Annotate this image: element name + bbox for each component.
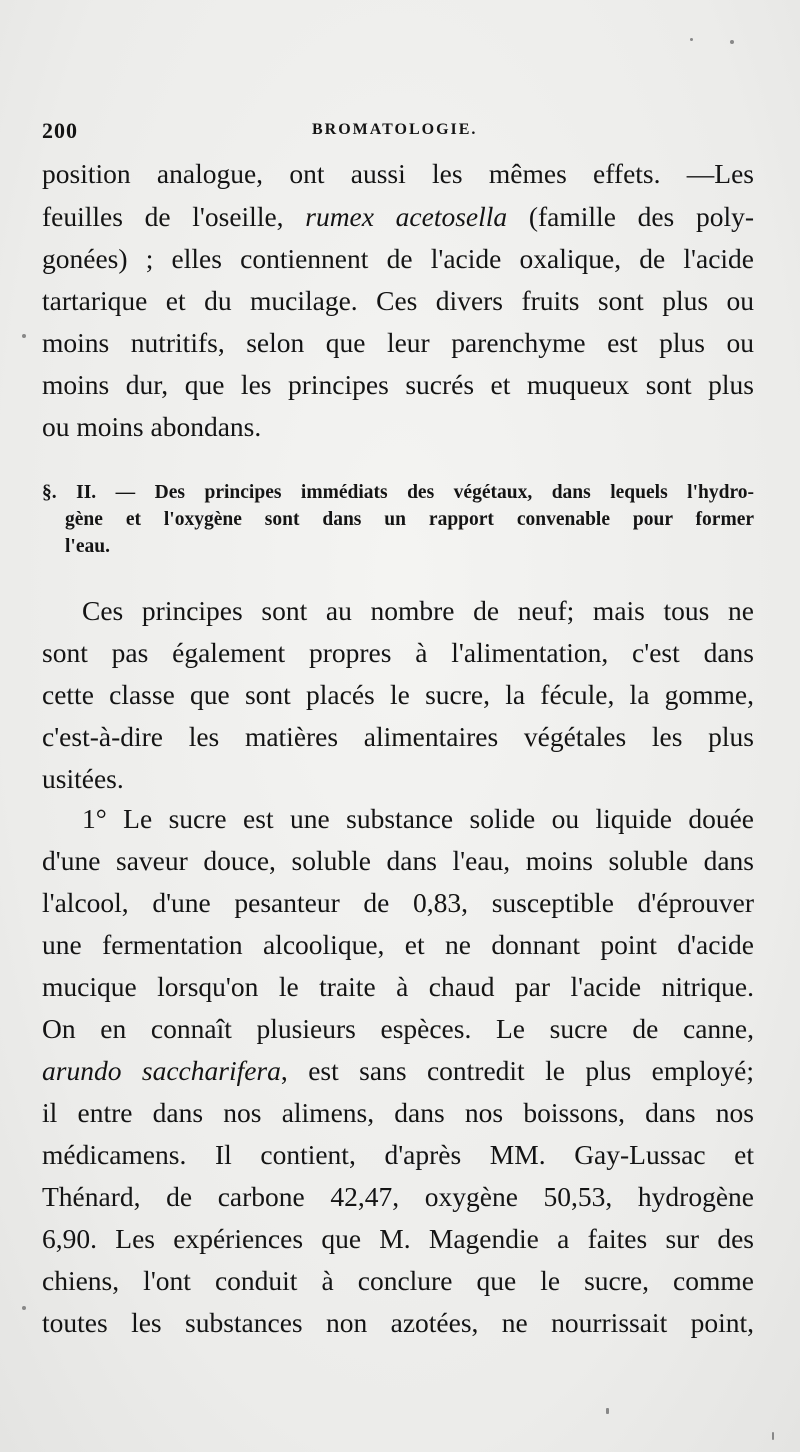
text-line: Ces principes sont au nombre de neuf; mais tous ne [82,595,754,626]
text-line: une fermentation alcoolique, et ne donnant point d'acide [42,929,754,960]
running-head: BROMATOLOGIE. [312,121,478,138]
text-line: moins dur, que les principes sucrés et muqueux sont plus [42,369,754,400]
scan-speck [22,334,26,338]
scan-speck [606,1408,609,1414]
italic-term: arundo saccharifera [42,1055,281,1086]
italic-term: rumex acetosella [305,201,508,232]
text-line: On en connaît plusieurs espèces. Le sucre de canne, [42,1013,754,1044]
text-line: chiens, l'ont conduit à conclure que le sucre, comme [42,1265,754,1296]
text-line [42,199,754,235]
text-line: moins nutritifs, selon que leur parenchyme est plus ou [42,327,754,358]
scan-speck [22,1306,26,1310]
text-line: position analogue, ont aussi les mêmes effets. —Les [42,158,754,189]
scan-speck [772,1432,774,1440]
text-line: l'alcool, d'une pesanteur de 0,83, susceptible d'éprouver [42,887,754,918]
text-line: toutes les substances non azotées, ne nourrissait point, [42,1307,754,1338]
page-number: 200 [42,118,78,143]
text-line: gonées) ; elles contiennent de l'acide oxalique, de l'acide [42,243,754,274]
section-heading-line: l'eau. [65,536,110,557]
text-line: mucique lorsqu'on le traite à chaud par l'acide nitrique. [42,971,754,1002]
text-line: d'une saveur douce, soluble dans l'eau, moins soluble dans [42,845,754,876]
text-segment: , est sans contredit le plus employé; [280,1055,754,1086]
text-line: cette classe que sont placés le sucre, la fécule, la gomme, [42,679,754,710]
scan-speck [730,40,734,44]
text-line: médicamens. Il contient, d'après MM. Gay-Lussac et [42,1139,754,1170]
text-line [42,1053,754,1089]
text-line: Thénard, de carbone 42,47, oxygène 50,53, hydrogène [42,1181,754,1212]
section-heading-line: §. II. — Des principes immédiats des végétaux, dans lequels l'hydro- [42,482,754,503]
text-segment: (famille des poly- [507,201,755,232]
text-line: c'est-à-dire les matières alimentaires végétales les plus [42,721,754,752]
scan-speck [690,38,693,41]
text-line: ou moins abondans. [42,411,262,442]
text-line: il entre dans nos alimens, dans nos boissons, dans nos [42,1097,754,1128]
text-line: 1° Le sucre est une substance solide ou liquide douée [82,803,754,834]
text-line: usitées. [42,763,124,794]
text-line: tartarique et du mucilage. Ces divers fruits sont plus ou [42,285,754,316]
text-line: sont pas également propres à l'alimentation, c'est dans [42,637,754,668]
text-segment: feuilles de l'oseille, [42,201,306,232]
page-header [42,118,752,148]
text-line: 6,90. Les expériences que M. Magendie a faites sur des [42,1223,754,1254]
section-heading-line: gène et l'oxygène sont dans un rapport convenable pour former [65,509,754,530]
